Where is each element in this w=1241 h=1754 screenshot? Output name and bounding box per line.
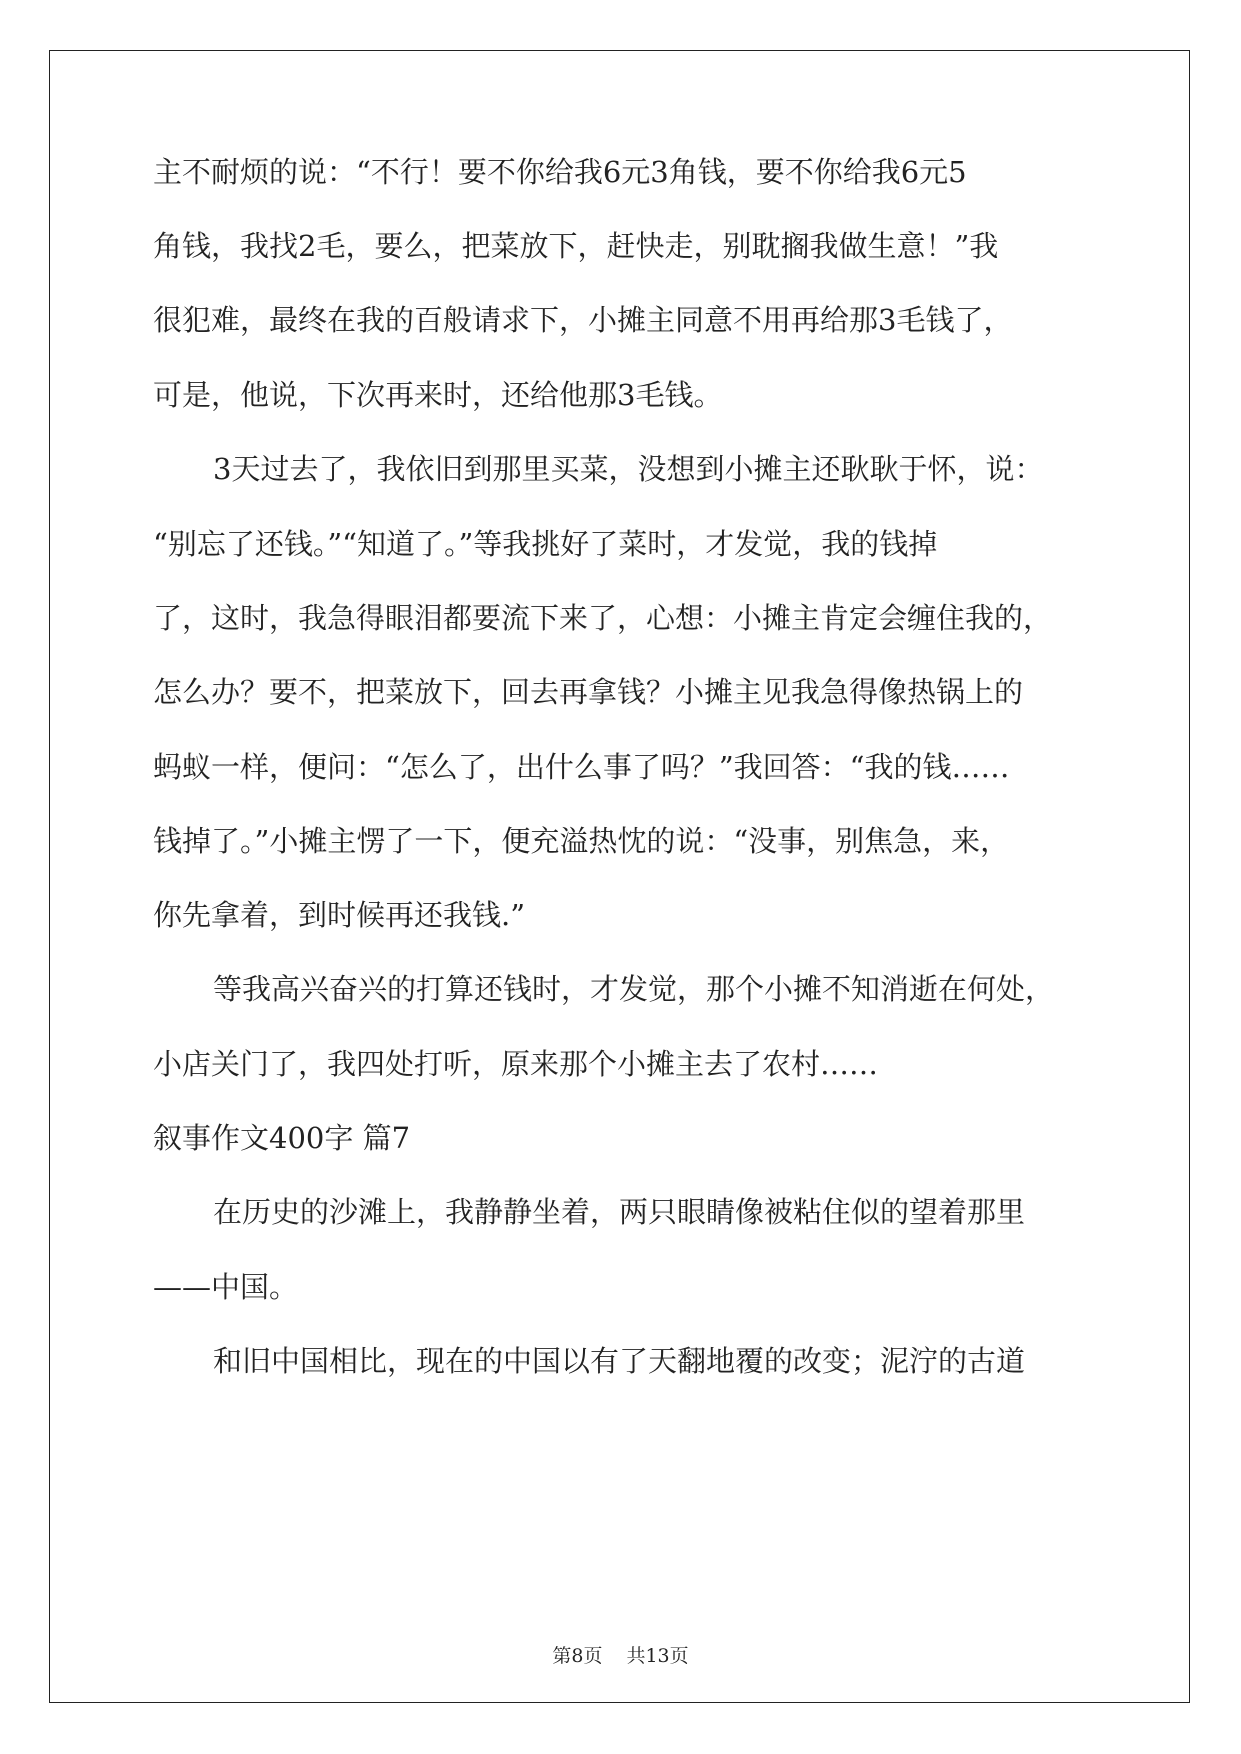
paragraph-first-line: 和旧中国相比，现在的中国以有了天翻地覆的改变；泥泞的古道 — [213, 1344, 1026, 1378]
page-border — [49, 50, 1190, 1703]
paragraph-first-line: 等我高兴奋兴的打算还钱时，才发觉，那个小摊不知消逝在何处， — [213, 972, 1055, 1006]
text-line: “别忘了还钱。”“知道了。”等我挑好了菜时，才发觉，我的钱掉 — [153, 527, 938, 561]
paragraph-first-line: 3天过去了，我依旧到那里买菜，没想到小摊主还耿耿于怀，说： — [213, 452, 1044, 486]
text-line: 可是，他说，下次再来时，还给他那3毛钱。 — [153, 378, 723, 412]
page-total: 共13页 — [626, 1645, 689, 1667]
text-line: 了，这时，我急得眼泪都要流下来了，心想：小摊主肯定会缠住我的， — [153, 601, 1053, 635]
section-heading: 叙事作文400字 篇7 — [153, 1121, 411, 1155]
text-line: 怎么办？要不，把菜放下，回去再拿钱？小摊主见我急得像热锅上的 — [153, 675, 1024, 709]
text-line: 主不耐烦的说：“不行！要不你给我6元3角钱，要不你给我6元5 — [153, 155, 967, 189]
text-line: 很犯难，最终在我的百般请求下，小摊主同意不用再给那3毛钱了， — [153, 303, 1013, 337]
paragraph-first-line: 在历史的沙滩上，我静静坐着，两只眼睛像被粘住似的望着那里 — [213, 1195, 1026, 1229]
text-line: 蚂蚁一样，便问：“怎么了，出什么事了吗？”我回答：“我的钱…… — [153, 750, 1010, 784]
page-number: 第8页 — [552, 1645, 603, 1667]
text-line: 小店关门了，我四处打听，原来那个小摊主去了农村…… — [153, 1047, 879, 1081]
text-line: ——中国。 — [153, 1270, 299, 1304]
text-line: 角钱，我找2毛，要么，把菜放下，赶快走，别耽搁我做生意！”我 — [153, 229, 999, 263]
text-line: 你先拿着，到时候再还我钱.” — [153, 898, 526, 932]
text-line: 钱掉了。”小摊主愣了一下，便充溢热忱的说：“没事，别焦急，来， — [153, 824, 1010, 858]
page-footer — [0, 1641, 1241, 1668]
